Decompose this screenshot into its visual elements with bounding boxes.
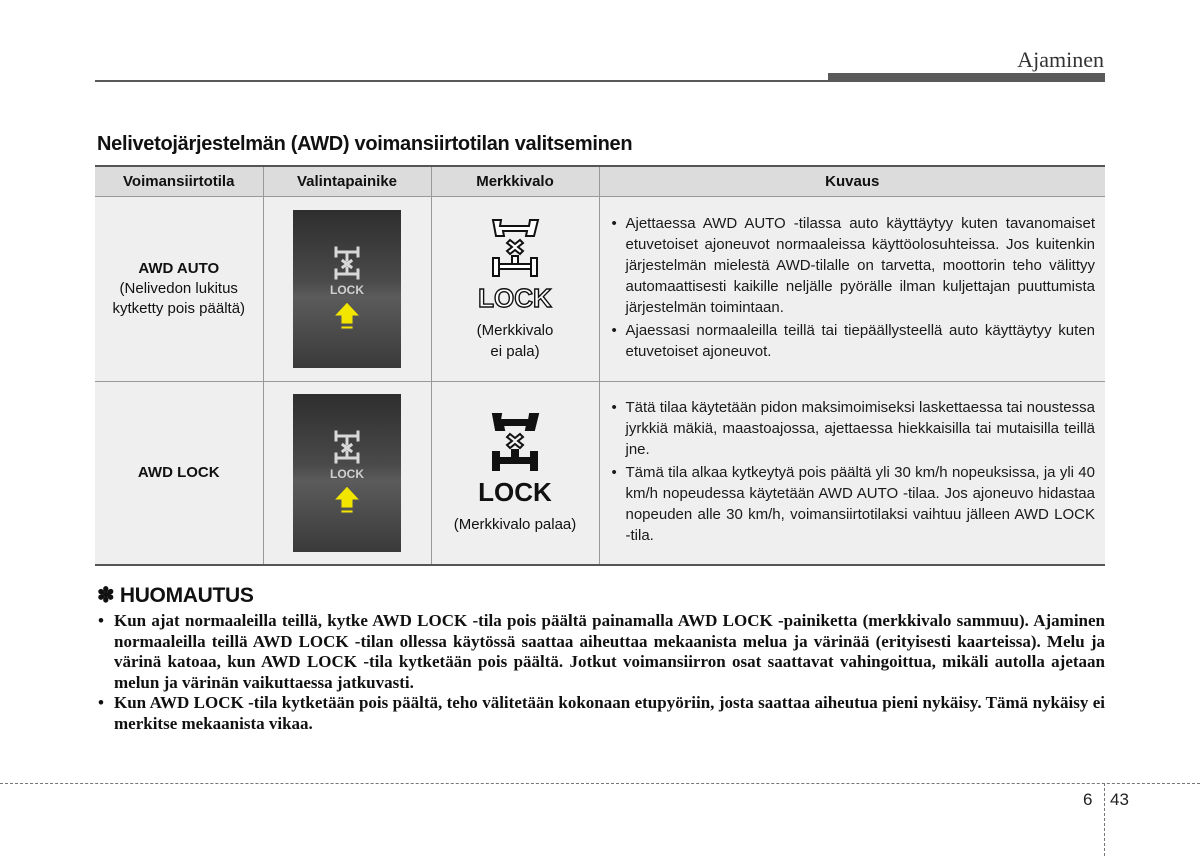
indicator-cell xyxy=(431,196,599,381)
mode-name: AWD LOCK xyxy=(137,463,220,481)
button-lock-label: LOCK xyxy=(330,283,364,297)
table-row xyxy=(95,196,1105,381)
note-title: ✽ HUOMAUTUS xyxy=(97,584,254,607)
description-item: • Tämä tila alkaa kytkeytyä pois päältä yli 30 km/h nopeuksissa, ja yli 40 km/h nopeudessa käytetään AWD AUTO -tilaa. Jos ajoneuvo hidastaa nopeuden alle 30 km/h, voimansiirtotilaksi vaihtuu jälleen AWD LOCK -tila. xyxy=(612,462,1096,546)
button-cell xyxy=(263,196,431,381)
indicator-lock-label: LOCK xyxy=(478,282,552,313)
awd-drivetrain-icon xyxy=(485,410,545,474)
note-item: • Kun AWD LOCK -tila kytketään pois päältä, teho välitetään kokonaan etupyöriin, josta saattaa aiheutua pieni nykäisy. Tämä nykäisy ei merkitse mekaanista vikaa. xyxy=(97,693,1105,734)
awd-lock-button-image xyxy=(293,394,401,552)
indicator-note-line: (Merkkivalo xyxy=(476,321,554,339)
mode-cell xyxy=(95,196,263,381)
description-cell xyxy=(599,196,1105,381)
awd-mode-table xyxy=(95,165,1105,566)
awd-drivetrain-icon xyxy=(485,216,545,280)
description-item: • Ajettaessa AWD AUTO -tilassa auto käyttäytyy kuten tavanomaiset etuvetoiset ajoneuvot normaaleissa käyttöolosuhteissa. Jos kuitenkin järjestelmän mielestä AWD-tilalle on tarvetta, moottorin teho välittyy automaattisesti kaikille neljälle pyörälle ilman kuljettajan puuttumista järjestelmän toimintaan. xyxy=(612,213,1096,318)
footer-divider xyxy=(1104,783,1105,856)
button-lock-label: LOCK xyxy=(330,467,364,482)
mode-note: (Nelivedon lukitus xyxy=(119,279,238,297)
column-header: Merkkivalo xyxy=(431,166,599,196)
awd-lock-button-image xyxy=(293,210,401,368)
header-rule xyxy=(95,80,1105,82)
note-item: • Kun ajat normaaleilla teillä, kytke AWD LOCK -tila pois päältä painamalla AWD LOCK -painiketta (merkkivalo sammuu). Ajaminen normaaleilla teillä AWD LOCK -tilan ollessa käytössä saattaa aiheuttaa mekaanista melua ja värinää (erityisesti kaarteissa). Melu ja värinä katoaa, kun AWD LOCK -tila kytketään pois päältä. Jotkut voimansiirron osat saattavat vahingoittua, mikäli autolla ajetaan melun ja värinän vaikuttaessa jatkuvasti. xyxy=(97,611,1105,693)
column-header: Voimansiirtotila xyxy=(95,166,263,196)
indicator-note xyxy=(432,320,599,362)
table-row xyxy=(95,381,1105,565)
lock-arrow-icon xyxy=(332,484,362,516)
awd-drivetrain-icon xyxy=(330,429,364,465)
column-header: Kuvaus xyxy=(599,166,1105,196)
indicator-note-line: ei pala) xyxy=(490,342,540,360)
section-title: Nelivetojärjestelmän (AWD) voimansiirtotilan valitseminen xyxy=(97,133,633,155)
indicator-cell xyxy=(431,381,599,565)
indicator-lock-label: LOCK xyxy=(478,477,552,508)
column-header: Valintapainike xyxy=(263,166,431,196)
chapter-title: Ajaminen xyxy=(1017,47,1104,72)
note-list xyxy=(97,611,1105,734)
lock-arrow-icon xyxy=(332,300,362,332)
description-item: • Ajaessasi normaaleilla teillä tai tiepäällysteellä auto käyttäytyy kuten etuvetoiset ajoneuvot. xyxy=(612,320,1096,362)
mode-name: AWD AUTO xyxy=(138,259,220,277)
footer-rule xyxy=(0,783,1200,784)
page-number: 43 xyxy=(1110,790,1129,809)
mode-note: kytketty pois päältä) xyxy=(112,299,246,317)
button-cell xyxy=(263,381,431,565)
awd-drivetrain-icon xyxy=(330,245,364,281)
description-cell xyxy=(599,381,1105,565)
indicator-note: (Merkkivalo palaa) xyxy=(453,516,577,534)
mode-cell xyxy=(95,381,263,565)
table-header-row xyxy=(95,166,1105,196)
chapter-number: 6 xyxy=(1083,790,1093,809)
description-item: • Tätä tilaa käytetään pidon maksimoimiseksi laskettaessa tai noustessa jyrkkiä mäkiä, maastoajossa, ajettaessa hiekkaisilla tai mutaisilla teillä jne. xyxy=(612,397,1096,460)
